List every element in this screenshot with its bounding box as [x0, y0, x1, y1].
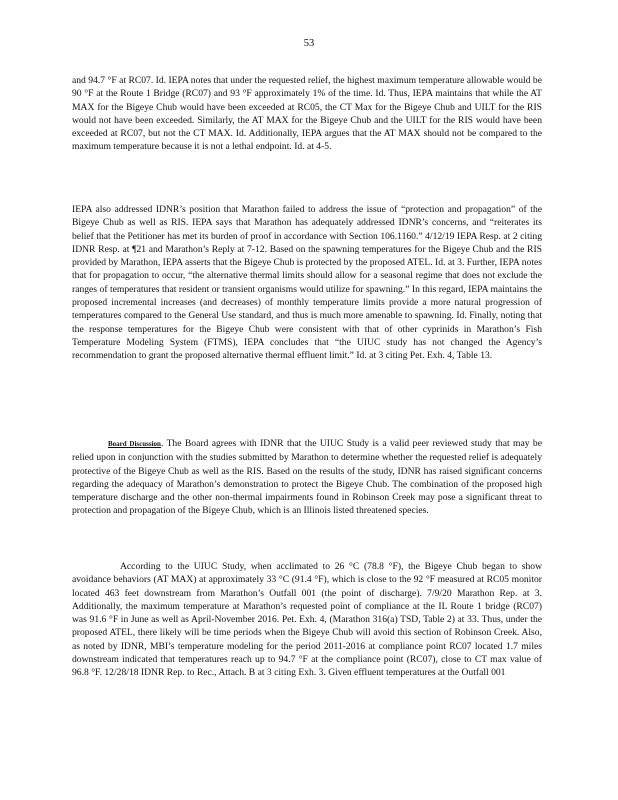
paragraph-3-text: . The Board agrees with IDNR that the UIUC Study is a valid peer reviewed study that may be relied upon in conjunction with the studies submitted by Marathon to determine whether the requested relief is adequately protective of the Bigeye Chub as well as the RIS. Based on the results of the study, IDNR has raised significant concerns regarding the adequacy of Marathon’s demonstration to protect the Bigeye Chub. The combination of the proposed high temperature discharge and the other non-thermal impairments found in Robinson Creek may pose a significant threat to protection and propagation of the Bigeye Chub, which is an Illinois listed threatened species.	[72, 438, 542, 517]
board-discussion-heading: Board Discussion	[108, 440, 161, 448]
page-number: 53	[303, 38, 315, 49]
paragraph-4: According to the UIUC Study, when acclimated to 26 °C (78.8 °F), the Bigeye Chub began to show avoidance behaviors (AT MAX) at approximately 33 °C (91.4 °F), which is close to the 92 °F measured at RC05 monitor located 463 feet downstream from Marathon’s Outfall 001 (the point of discharge). 7/9/20 Marathon Rep. at 3. Additionally, the maximum temperature at Marathon’s requested point of compliance at the IL Route 1 bridge (RC07) was 91.6 °F in June as well as April-November 2016. Pet. Exh. 4, (Marathon 316(a) TSD, Table 2) at 33. Thus, under the proposed ATEL, there likely will be time periods when the Bigeye Chub will avoid this section of Robinson Creek. Also, as noted by IDNR, MBI’s temperature modeling for the period 2011-2016 at compliance point RC07 located 1.7 miles downstream indicated that temperatures reach up to 94.7 °F at the compliance point (RC07), close to CT max value of 96.8 °F. 12/28/18 IDNR Rep. to Rec., Attach. B at 3 citing Exh. 3. Given effluent temperatures at the Outfall 001	[72, 561, 542, 679]
paragraph-2: IEPA also addressed IDNR’s position that Marathon failed to address the issue of “protection and propagation” of the Bigeye Chub as well as RIS. IEPA says that Marathon has adequately addressed IDNR’s concerns, and “reiterates its belief that the Petitioner has met its burden of proof in accordance with Section 106.1160.” 4/12/19 IEPA Resp. at 2 citing IDNR Resp. at ¶21 and Marathon’s Reply at 7-12. Based on the spawning temperatures for the Bigeye Chub and the RIS provided by Marathon, IEPA asserts that the Bigeye Chub is protected by the proposed ATEL. Id. at 3. Further, IEPA notes that for propagation to occur, “the alternative thermal limits should allow for a seasonal regime that does not exclude the ranges of temperatures that resident or transient organisms would utilize for spawning.” In this regard, IEPA maintains the proposed incremental increases (and decreases) of monthly temperature limits provide a more natural progression of temperatures compared to the General Use standard, and thus is much more amenable to spawning. Id. Finally, noting that the response temperatures for the Bigeye Chub were consistent with that of other cyprinids in Marathon’s Fish Temperature Modeling System (FTMS), IEPA concludes that “the UIUC study has not changed the Agency’s recommendation to grant the proposed alternative thermal effluent limit.” Id. at 3 citing Pet. Exh. 4, Table 13.	[72, 204, 542, 362]
paragraph-1: and 94.7 °F at RC07. Id. IEPA notes that under the requested relief, the highest maximum temperature allowable would be 90 °F at the Route 1 Bridge (RC07) and 93 °F approximately 1% of the time. Id. Thus, IEPA maintains that while the AT MAX for the Bigeye Chub would have been exceeded at RC05, the CT Max for the Bigeye Chub and UILT for the RIS would not have been exceeded. Similarly, the AT MAX for the Bigeye Chub and the UILT for the RIS would have been exceeded at RC07, but not the CT MAX. Id. Additionally, IEPA argues that the AT MAX should not be compared to the maximum temperature because it is not a lethal endpoint. Id. at 4-5.	[72, 75, 542, 153]
paragraph-3	[72, 437, 542, 518]
